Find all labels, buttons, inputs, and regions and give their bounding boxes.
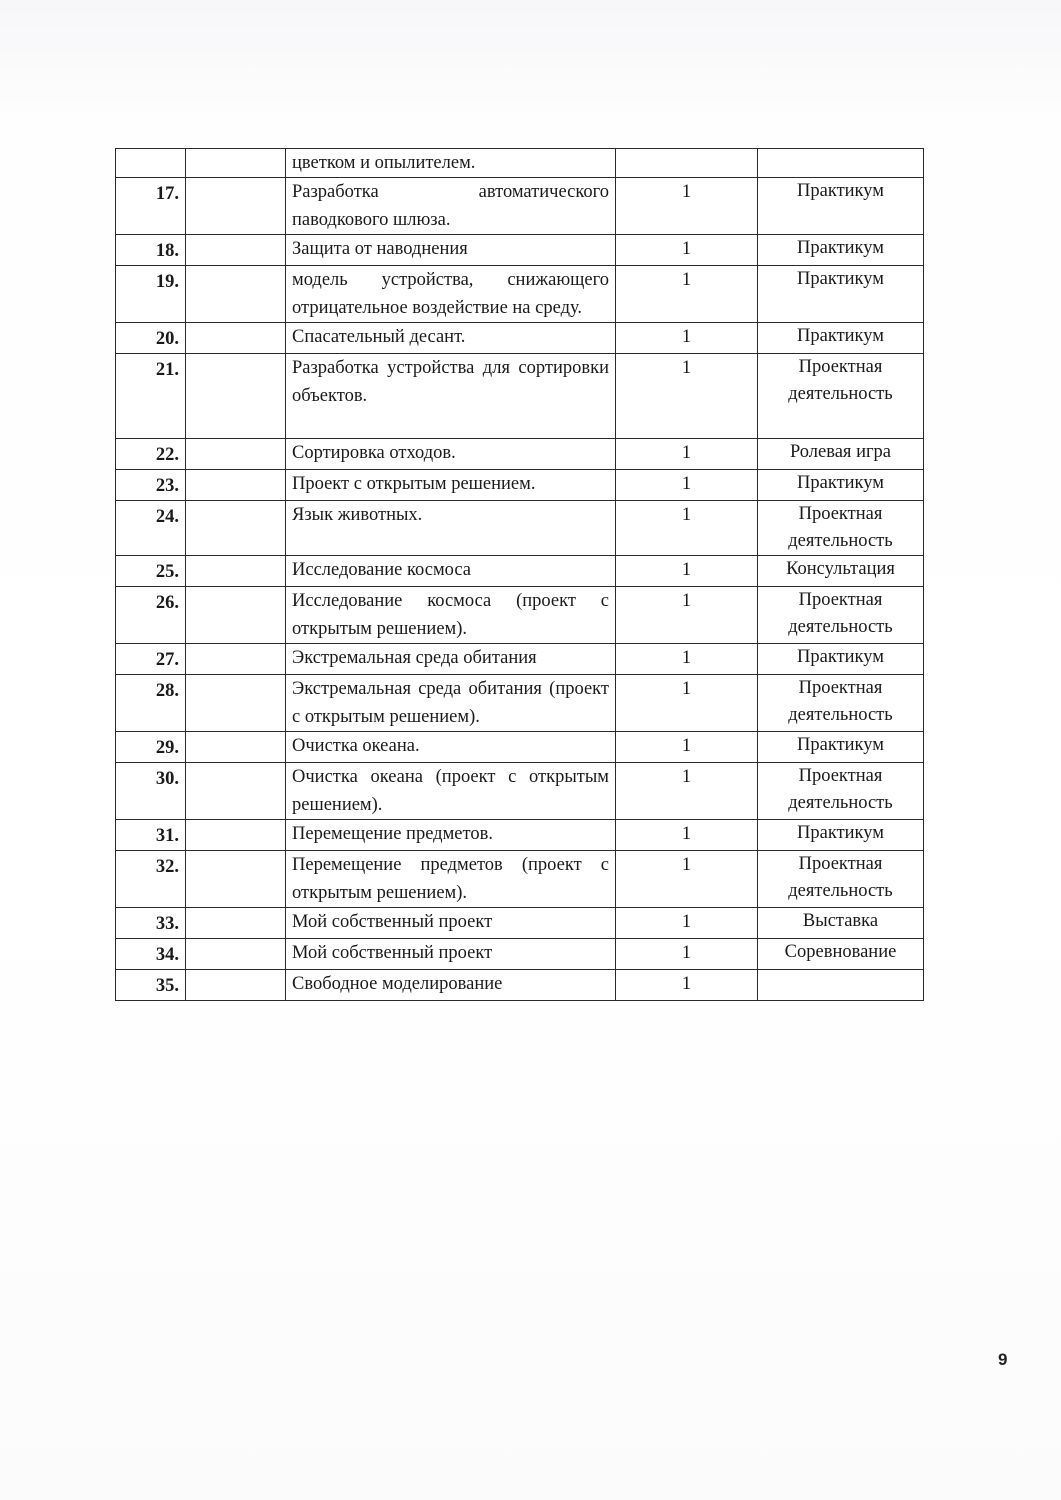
- table-row: [116, 908, 924, 939]
- row-form: [758, 235, 924, 266]
- row-form-text: Практикум: [797, 647, 884, 667]
- row-hours-text: 1: [681, 591, 692, 611]
- row-topic-text: Проект с открытым решением.: [292, 474, 536, 494]
- row-hours-text: 1: [681, 358, 692, 378]
- table-row: [116, 178, 924, 235]
- row-hours-text: 1: [681, 943, 692, 963]
- row-number-text: 26.: [155, 593, 179, 613]
- row-form-text: Проектная деятельность: [788, 854, 893, 901]
- row-topic-text: модель устройства, снижающего отрицательное воздействие на среду.: [292, 270, 609, 318]
- row-form-text: Проектная деятельность: [788, 590, 893, 637]
- row-number-text: 28.: [155, 681, 179, 701]
- row-hours: [616, 851, 758, 908]
- table-row: [116, 439, 924, 470]
- row-number-text: 35.: [155, 976, 179, 996]
- row-form-text: Проектная деятельность: [788, 504, 893, 551]
- row-topic-text: Спасательный десант.: [292, 327, 466, 347]
- row-hours-text: 1: [681, 912, 692, 932]
- row-form: [758, 763, 924, 820]
- row-number: [116, 556, 186, 587]
- row-blank-cell: [186, 323, 286, 354]
- row-hours: [616, 939, 758, 970]
- row-form: [758, 851, 924, 908]
- row-form-text: Практикум: [797, 269, 884, 289]
- row-number-text: 27.: [155, 650, 179, 670]
- row-number: [116, 501, 186, 556]
- row-topic: [286, 439, 616, 470]
- table-row: [116, 470, 924, 501]
- table-row: [116, 675, 924, 732]
- row-topic: [286, 763, 616, 820]
- row-form: [758, 820, 924, 851]
- row-hours-text: 1: [681, 443, 692, 463]
- row-number: [116, 235, 186, 266]
- table-row: [116, 763, 924, 820]
- row-form: [758, 178, 924, 235]
- row-hours-text: 1: [681, 736, 692, 756]
- row-hours-text: 1: [681, 560, 692, 580]
- row-number: [116, 149, 186, 178]
- row-hours: [616, 149, 758, 178]
- row-blank-cell: [186, 149, 286, 178]
- row-hours: [616, 644, 758, 675]
- row-topic: [286, 644, 616, 675]
- row-number-text: 18.: [155, 241, 179, 261]
- row-blank-cell: [186, 354, 286, 439]
- row-blank-cell: [186, 644, 286, 675]
- row-topic-text: Перемещение предметов.: [292, 824, 493, 844]
- row-form: [758, 266, 924, 323]
- row-number: [116, 675, 186, 732]
- row-number: [116, 732, 186, 763]
- row-topic: [286, 323, 616, 354]
- table-row: [116, 149, 924, 178]
- row-topic-text: Свободное моделирование: [292, 974, 503, 994]
- row-form: [758, 556, 924, 587]
- row-topic: [286, 939, 616, 970]
- page-number: 9: [998, 1350, 1008, 1369]
- row-number: [116, 439, 186, 470]
- row-number-text: 30.: [155, 769, 179, 789]
- row-blank-cell: [186, 970, 286, 1001]
- lesson-plan-table: [115, 148, 924, 1001]
- row-topic-text: Разработка устройства для сортировки объектов.: [292, 358, 609, 406]
- lesson-plan-body: [116, 149, 924, 1001]
- row-topic: [286, 675, 616, 732]
- row-form-text: Практикум: [797, 823, 884, 843]
- row-number: [116, 266, 186, 323]
- table-row: [116, 851, 924, 908]
- row-form: [758, 908, 924, 939]
- table-row: [116, 970, 924, 1001]
- row-form-text: Выставка: [802, 911, 879, 931]
- row-topic-text: Исследование космоса (проект с открытым решением).: [292, 591, 609, 639]
- row-form-text: Проектная деятельность: [788, 678, 893, 725]
- row-topic: [286, 149, 616, 178]
- row-hours: [616, 178, 758, 235]
- row-hours-text: 1: [681, 505, 692, 525]
- row-form-text: Соревнование: [784, 942, 897, 962]
- row-hours-text: 1: [681, 270, 692, 290]
- row-blank-cell: [186, 851, 286, 908]
- row-hours: [616, 908, 758, 939]
- row-number: [116, 323, 186, 354]
- row-number-text: 17.: [155, 184, 179, 204]
- row-number-text: 24.: [155, 507, 179, 527]
- table-row: [116, 235, 924, 266]
- row-topic: [286, 235, 616, 266]
- row-topic: [286, 556, 616, 587]
- row-blank-cell: [186, 439, 286, 470]
- table-row: [116, 354, 924, 439]
- row-number-text: 29.: [155, 738, 179, 758]
- row-number-text: 33.: [155, 914, 179, 934]
- row-form-text: Проектная деятельность: [788, 357, 893, 404]
- row-topic-text: Очистка океана (проект с открытым решением).: [292, 767, 609, 815]
- row-topic: [286, 732, 616, 763]
- row-form: [758, 149, 924, 178]
- row-hours: [616, 501, 758, 556]
- row-blank-cell: [186, 266, 286, 323]
- row-blank-cell: [186, 675, 286, 732]
- row-form-text: Консультация: [786, 559, 895, 579]
- row-hours: [616, 354, 758, 439]
- row-number-text: 25.: [155, 562, 179, 582]
- row-blank-cell: [186, 732, 286, 763]
- row-hours: [616, 235, 758, 266]
- row-topic: [286, 501, 616, 556]
- row-hours-text: 1: [681, 767, 692, 787]
- row-topic-text: Мой собственный проект: [292, 912, 493, 932]
- row-form: [758, 644, 924, 675]
- row-topic-text: Исследование космоса: [292, 560, 472, 580]
- row-number-text: 21.: [155, 360, 179, 380]
- row-hours-text: 1: [681, 679, 692, 699]
- table-row: [116, 323, 924, 354]
- row-number: [116, 970, 186, 1001]
- row-number-text: 20.: [155, 329, 179, 349]
- row-topic-text: Мой собственный проект: [292, 943, 493, 963]
- row-form-text: Проектная деятельность: [788, 766, 893, 813]
- row-blank-cell: [186, 939, 286, 970]
- row-hours-text: 1: [681, 327, 692, 347]
- row-hours-text: 1: [681, 239, 692, 259]
- row-hours: [616, 439, 758, 470]
- row-hours: [616, 470, 758, 501]
- row-form: [758, 470, 924, 501]
- row-blank-cell: [186, 587, 286, 644]
- row-blank-cell: [186, 501, 286, 556]
- row-form-text: Практикум: [797, 735, 884, 755]
- row-blank-cell: [186, 556, 286, 587]
- row-topic-text: Язык животных.: [292, 505, 423, 525]
- table-row: [116, 587, 924, 644]
- row-topic: [286, 970, 616, 1001]
- row-hours: [616, 266, 758, 323]
- row-topic-text: Экстремальная среда обитания (проект с открытым решением).: [292, 679, 609, 727]
- row-blank-cell: [186, 470, 286, 501]
- row-topic: [286, 470, 616, 501]
- row-form: [758, 970, 924, 1001]
- row-topic-text: Разработка автоматического паводкового шлюза.: [292, 182, 609, 230]
- table-row: [116, 820, 924, 851]
- row-blank-cell: [186, 908, 286, 939]
- row-form: [758, 501, 924, 556]
- table-row: [116, 644, 924, 675]
- row-number-text: 19.: [155, 272, 179, 292]
- row-hours-text: 1: [681, 824, 692, 844]
- row-topic: [286, 178, 616, 235]
- table-row: [116, 266, 924, 323]
- row-hours: [616, 820, 758, 851]
- row-number: [116, 644, 186, 675]
- row-form-text: Практикум: [797, 181, 884, 201]
- row-number: [116, 851, 186, 908]
- row-hours: [616, 970, 758, 1001]
- row-form: [758, 939, 924, 970]
- row-topic-text: Очистка океана.: [292, 736, 420, 756]
- table-row: [116, 501, 924, 556]
- row-form-text: Практикум: [797, 238, 884, 258]
- row-form: [758, 587, 924, 644]
- row-blank-cell: [186, 235, 286, 266]
- row-hours: [616, 556, 758, 587]
- row-hours: [616, 763, 758, 820]
- row-number: [116, 763, 186, 820]
- row-hours: [616, 732, 758, 763]
- row-number-text: 31.: [155, 826, 179, 846]
- row-topic: [286, 266, 616, 323]
- row-topic-text: Защита от наводнения: [292, 239, 468, 259]
- row-topic-text: цветком и опылителем.: [292, 153, 476, 173]
- row-form: [758, 323, 924, 354]
- row-number-text: 32.: [155, 857, 179, 877]
- row-hours-text: 1: [681, 974, 692, 994]
- row-blank-cell: [186, 820, 286, 851]
- row-number: [116, 908, 186, 939]
- row-topic-text: Сортировка отходов.: [292, 443, 456, 463]
- row-number: [116, 820, 186, 851]
- row-hours-text: 1: [681, 182, 692, 202]
- row-form: [758, 675, 924, 732]
- row-hours: [616, 587, 758, 644]
- row-form-text: Практикум: [797, 473, 884, 493]
- row-form-text: Ролевая игра: [789, 442, 892, 462]
- table-row: [116, 556, 924, 587]
- row-topic: [286, 587, 616, 644]
- row-topic: [286, 354, 616, 439]
- row-topic-text: Экстремальная среда обитания: [292, 648, 537, 668]
- row-number-text: 34.: [155, 945, 179, 965]
- row-form: [758, 732, 924, 763]
- row-number: [116, 178, 186, 235]
- row-number: [116, 354, 186, 439]
- row-hours-text: 1: [681, 648, 692, 668]
- row-topic: [286, 851, 616, 908]
- row-hours-text: 1: [681, 474, 692, 494]
- row-number: [116, 470, 186, 501]
- row-number: [116, 939, 186, 970]
- row-form: [758, 439, 924, 470]
- row-hours: [616, 323, 758, 354]
- row-topic: [286, 820, 616, 851]
- row-blank-cell: [186, 178, 286, 235]
- row-number-text: 22.: [155, 445, 179, 465]
- row-form: [758, 354, 924, 439]
- table-row: [116, 732, 924, 763]
- row-hours: [616, 675, 758, 732]
- row-hours-text: 1: [681, 855, 692, 875]
- row-number-text: 23.: [155, 476, 179, 496]
- row-topic: [286, 908, 616, 939]
- row-number: [116, 587, 186, 644]
- row-topic-text: Перемещение предметов (проект с открытым решением).: [292, 855, 609, 903]
- table-row: [116, 939, 924, 970]
- row-blank-cell: [186, 763, 286, 820]
- row-form-text: Практикум: [797, 326, 884, 346]
